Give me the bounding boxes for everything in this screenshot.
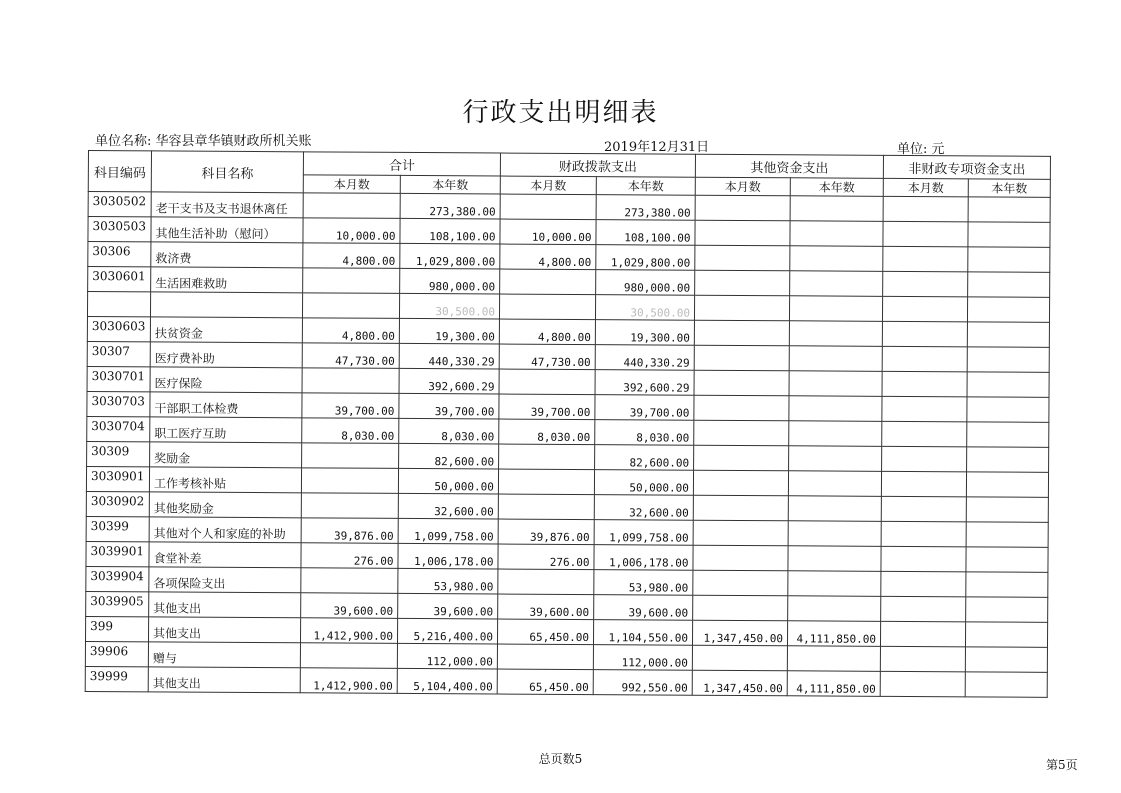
total-month-cell: 10,000.00 xyxy=(303,218,400,244)
total-year-cell: 5,104,400.00 xyxy=(397,668,497,694)
other-year-cell xyxy=(789,421,882,447)
nonfiscal-month-cell xyxy=(880,646,965,672)
total-year-cell: 392,600.29 xyxy=(399,368,499,394)
row-name-cell: 干部职工体检费 xyxy=(150,392,302,418)
nonfiscal-month-cell xyxy=(882,446,967,472)
nonfiscal-year-cell xyxy=(966,522,1048,548)
nonfiscal-year-cell xyxy=(968,247,1050,273)
total-month-cell xyxy=(302,293,399,319)
other-month-cell xyxy=(694,445,789,471)
nonfiscal-month-cell xyxy=(882,371,967,397)
nonfiscal-year-cell xyxy=(967,397,1049,423)
other-year-cell xyxy=(788,471,881,497)
nonfiscal-year-cell xyxy=(968,222,1050,248)
fiscal-month-cell xyxy=(498,494,594,520)
other-year-cell xyxy=(788,571,881,597)
fiscal-month-cell xyxy=(498,569,594,595)
total-month-cell: 276.00 xyxy=(301,543,398,569)
nonfiscal-year-cell xyxy=(967,422,1049,448)
nonfiscal-month-cell xyxy=(882,296,967,322)
nonfiscal-year-cell xyxy=(966,597,1048,623)
other-year-cell xyxy=(790,196,883,222)
other-month-cell xyxy=(693,545,788,571)
nonfiscal-month-cell xyxy=(880,621,965,647)
row-name-cell: 医疗费补助 xyxy=(150,342,302,368)
row-code-cell: 39999 xyxy=(85,666,148,691)
fiscal-year-cell: 82,600.00 xyxy=(595,445,694,471)
other-year-cell xyxy=(788,596,881,622)
currency-unit: 单位: 元 xyxy=(897,142,945,157)
other-month-cell xyxy=(693,495,788,521)
report-date: 2019年12月31日 xyxy=(604,140,710,155)
nonfiscal-year-cell xyxy=(966,572,1048,598)
total-year-cell: 1,099,758.00 xyxy=(398,518,498,544)
fiscal-year-cell: 112,000.00 xyxy=(593,645,692,671)
row-code-cell xyxy=(87,292,150,317)
fiscal-year-cell: 980,000.00 xyxy=(596,270,695,296)
other-year-cell xyxy=(789,346,882,372)
nonfiscal-month-cell xyxy=(883,221,968,247)
nonfiscal-year-cell xyxy=(965,647,1047,673)
row-name-cell: 赠与 xyxy=(148,642,300,668)
row-code-cell: 39906 xyxy=(85,641,148,666)
total-year-cell: 108,100.00 xyxy=(400,218,500,244)
total-month-cell: 1,412,900.00 xyxy=(300,618,397,644)
row-code-cell: 399 xyxy=(85,616,148,641)
row-code-cell: 3039905 xyxy=(86,591,149,616)
other-year-cell xyxy=(788,546,881,572)
header-month: 本月数 xyxy=(500,176,596,195)
header-month: 本月数 xyxy=(303,175,400,194)
fiscal-year-cell: 1,029,800.00 xyxy=(596,245,695,271)
fiscal-month-cell: 39,700.00 xyxy=(499,394,595,420)
other-year-cell xyxy=(787,646,880,672)
row-code-cell: 3030703 xyxy=(87,391,150,416)
fiscal-year-cell: 30,500.00 xyxy=(595,295,694,321)
row-code-cell: 3030503 xyxy=(88,217,151,242)
header-other: 其他资金支出 xyxy=(695,154,883,178)
fiscal-year-cell: 39,700.00 xyxy=(595,395,694,421)
fiscal-month-cell xyxy=(499,294,595,320)
other-month-cell xyxy=(695,220,790,246)
other-year-cell xyxy=(789,446,882,472)
row-name-cell: 工作考核补贴 xyxy=(149,467,301,493)
nonfiscal-month-cell xyxy=(883,271,968,297)
row-name-cell: 食堂补差 xyxy=(149,542,301,568)
total-month-cell: 47,730.00 xyxy=(302,343,399,369)
expense-table xyxy=(85,150,1051,698)
nonfiscal-year-cell xyxy=(965,622,1047,648)
total-year-cell: 273,380.00 xyxy=(400,193,500,219)
fiscal-month-cell xyxy=(499,444,595,470)
other-year-cell xyxy=(790,221,883,247)
header-total: 合计 xyxy=(303,152,500,176)
fiscal-month-cell: 4,800.00 xyxy=(500,244,596,270)
row-name-cell: 医疗保险 xyxy=(150,367,302,393)
unit-name: 单位名称: 华容县章华镇财政所机关账 xyxy=(95,134,312,149)
header-fiscal: 财政拨款支出 xyxy=(500,153,695,177)
fiscal-year-cell: 273,380.00 xyxy=(596,195,695,221)
other-month-cell xyxy=(695,270,790,296)
other-year-cell xyxy=(790,271,883,297)
total-pages: 总页数5 xyxy=(538,752,583,766)
row-name-cell: 其他生活补助（慰问） xyxy=(151,217,303,243)
table-row xyxy=(85,666,1047,697)
total-year-cell: 112,000.00 xyxy=(397,643,497,669)
nonfiscal-year-cell xyxy=(966,472,1048,498)
total-year-cell: 39,600.00 xyxy=(398,593,498,619)
total-month-cell: 39,700.00 xyxy=(302,393,399,419)
total-year-cell: 8,030.00 xyxy=(399,418,499,444)
fiscal-year-cell: 1,099,758.00 xyxy=(594,520,693,546)
fiscal-month-cell: 39,600.00 xyxy=(498,594,594,620)
row-code-cell: 3039901 xyxy=(86,541,149,566)
total-month-cell: 4,800.00 xyxy=(302,318,399,344)
other-month-cell xyxy=(694,320,789,346)
other-year-cell xyxy=(790,246,883,272)
nonfiscal-year-cell xyxy=(968,197,1050,223)
other-month-cell xyxy=(695,195,790,221)
total-month-cell: 8,030.00 xyxy=(302,418,399,444)
other-year-cell: 4,111,850.00 xyxy=(787,621,880,647)
total-year-cell: 19,300.00 xyxy=(399,318,499,344)
total-year-cell: 440,330.29 xyxy=(399,343,499,369)
page-number: 第5页 xyxy=(1046,758,1078,772)
row-name-cell: 生活困难救助 xyxy=(151,267,303,293)
other-month-cell xyxy=(694,345,789,371)
nonfiscal-month-cell xyxy=(882,421,967,447)
nonfiscal-month-cell xyxy=(880,671,965,697)
row-code-cell: 3030601 xyxy=(88,267,151,292)
total-month-cell xyxy=(303,193,400,219)
nonfiscal-year-cell xyxy=(967,322,1049,348)
fiscal-month-cell: 65,450.00 xyxy=(497,669,593,695)
other-month-cell: 1,347,450.00 xyxy=(692,620,787,646)
fiscal-year-cell: 8,030.00 xyxy=(595,420,694,446)
fiscal-year-cell: 1,006,178.00 xyxy=(594,545,693,571)
other-month-cell xyxy=(693,470,788,496)
total-year-cell: 82,600.00 xyxy=(399,443,499,469)
nonfiscal-month-cell xyxy=(881,571,966,597)
total-year-cell: 1,006,178.00 xyxy=(398,543,498,569)
fiscal-month-cell xyxy=(497,644,593,670)
nonfiscal-year-cell xyxy=(967,447,1049,473)
nonfiscal-year-cell xyxy=(965,672,1047,698)
header-year: 本年数 xyxy=(968,179,1050,198)
header-year: 本年数 xyxy=(400,175,500,194)
nonfiscal-year-cell xyxy=(967,297,1049,323)
row-name-cell: 其他支出 xyxy=(148,667,300,693)
nonfiscal-month-cell xyxy=(881,471,966,497)
other-year-cell xyxy=(789,321,882,347)
total-year-cell: 30,500.00 xyxy=(399,293,499,319)
fiscal-month-cell xyxy=(499,369,595,395)
nonfiscal-month-cell xyxy=(881,596,966,622)
fiscal-month-cell: 39,876.00 xyxy=(498,519,594,545)
fiscal-year-cell: 440,330.29 xyxy=(595,345,694,371)
nonfiscal-month-cell xyxy=(883,196,968,222)
other-month-cell xyxy=(694,370,789,396)
fiscal-month-cell: 47,730.00 xyxy=(499,344,595,370)
nonfiscal-year-cell xyxy=(967,372,1049,398)
fiscal-year-cell: 1,104,550.00 xyxy=(593,620,692,646)
other-year-cell xyxy=(788,496,881,522)
fiscal-month-cell: 65,450.00 xyxy=(497,619,593,645)
fiscal-month-cell: 4,800.00 xyxy=(499,319,595,345)
nonfiscal-year-cell xyxy=(967,347,1049,373)
fiscal-year-cell: 392,600.29 xyxy=(595,370,694,396)
fiscal-year-cell: 32,600.00 xyxy=(594,495,693,521)
row-code-cell: 3030704 xyxy=(87,416,150,441)
fiscal-month-cell: 10,000.00 xyxy=(500,219,596,245)
row-code-cell: 3030902 xyxy=(86,491,149,516)
fiscal-month-cell xyxy=(500,194,596,220)
total-year-cell: 39,700.00 xyxy=(399,393,499,419)
fiscal-month-cell: 8,030.00 xyxy=(499,419,595,445)
other-year-cell: 4,111,850.00 xyxy=(787,671,880,697)
total-month-cell xyxy=(301,468,398,494)
other-month-cell xyxy=(693,595,788,621)
row-name-cell: 各项保险支出 xyxy=(149,567,301,593)
nonfiscal-month-cell xyxy=(881,546,966,572)
other-month-cell xyxy=(694,395,789,421)
row-name-cell: 扶贫资金 xyxy=(150,317,302,343)
fiscal-year-cell: 39,600.00 xyxy=(594,595,693,621)
total-year-cell: 50,000.00 xyxy=(398,468,498,494)
total-month-cell xyxy=(302,368,399,394)
total-month-cell xyxy=(300,643,397,669)
other-month-cell: 1,347,450.00 xyxy=(692,670,787,696)
other-month-cell xyxy=(692,645,787,671)
header-month: 本月数 xyxy=(883,178,968,197)
other-year-cell xyxy=(789,371,882,397)
row-name-cell: 奖励金 xyxy=(150,442,302,468)
total-month-cell xyxy=(301,568,398,594)
row-name-cell xyxy=(150,292,302,318)
nonfiscal-year-cell xyxy=(966,497,1048,523)
nonfiscal-year-cell xyxy=(966,547,1048,573)
row-name-cell: 救济费 xyxy=(151,242,303,268)
nonfiscal-month-cell xyxy=(883,246,968,272)
header-name: 科目名称 xyxy=(151,151,303,193)
nonfiscal-month-cell xyxy=(882,321,967,347)
other-year-cell xyxy=(789,396,882,422)
other-year-cell xyxy=(789,296,882,322)
fiscal-year-cell: 992,550.00 xyxy=(593,670,692,696)
total-month-cell: 39,600.00 xyxy=(301,593,398,619)
fiscal-month-cell xyxy=(500,269,596,295)
row-code-cell: 3030701 xyxy=(87,366,150,391)
total-month-cell: 1,412,900.00 xyxy=(300,668,397,694)
other-month-cell xyxy=(693,570,788,596)
nonfiscal-month-cell xyxy=(881,496,966,522)
header-code: 科目编码 xyxy=(88,151,151,192)
row-name-cell: 职工医疗互助 xyxy=(150,417,302,443)
other-month-cell xyxy=(695,245,790,271)
row-code-cell: 3030603 xyxy=(87,316,150,341)
other-month-cell xyxy=(694,420,789,446)
fiscal-year-cell: 108,100.00 xyxy=(596,220,695,246)
total-year-cell: 53,980.00 xyxy=(398,568,498,594)
fiscal-year-cell: 53,980.00 xyxy=(594,570,693,596)
nonfiscal-month-cell xyxy=(882,396,967,422)
row-code-cell: 30309 xyxy=(87,441,150,466)
total-month-cell: 4,800.00 xyxy=(303,243,400,269)
header-year: 本年数 xyxy=(790,178,883,197)
fiscal-year-cell: 50,000.00 xyxy=(594,470,693,496)
row-code-cell: 30306 xyxy=(88,242,151,267)
row-code-cell: 3030502 xyxy=(88,192,151,217)
total-year-cell: 32,600.00 xyxy=(398,493,498,519)
row-code-cell: 3030901 xyxy=(86,466,149,491)
header-nonfiscal: 非财政专项资金支出 xyxy=(883,155,1050,179)
total-year-cell: 1,029,800.00 xyxy=(400,243,500,269)
other-month-cell xyxy=(694,295,789,321)
header-month: 本月数 xyxy=(695,177,790,196)
total-month-cell xyxy=(303,268,400,294)
nonfiscal-month-cell xyxy=(881,521,966,547)
total-month-cell xyxy=(302,443,399,469)
fiscal-month-cell: 276.00 xyxy=(498,544,594,570)
row-name-cell: 其他奖励金 xyxy=(149,492,301,518)
row-code-cell: 3039904 xyxy=(86,566,149,591)
row-code-cell: 30307 xyxy=(87,341,150,366)
fiscal-year-cell: 19,300.00 xyxy=(595,320,694,346)
total-year-cell: 5,216,400.00 xyxy=(397,618,497,644)
row-name-cell: 其他支出 xyxy=(149,592,301,618)
header-year: 本年数 xyxy=(596,177,695,196)
total-year-cell: 980,000.00 xyxy=(400,268,500,294)
other-month-cell xyxy=(693,520,788,546)
total-month-cell: 39,876.00 xyxy=(301,518,398,544)
page-title: 行政支出明细表 xyxy=(462,98,659,128)
total-month-cell xyxy=(301,493,398,519)
row-name-cell: 老干支书及支书退休离任 xyxy=(151,192,303,218)
nonfiscal-month-cell xyxy=(882,346,967,372)
row-code-cell: 30399 xyxy=(86,516,149,541)
row-name-cell: 其他支出 xyxy=(148,617,300,643)
other-year-cell xyxy=(788,521,881,547)
fiscal-month-cell xyxy=(498,469,594,495)
nonfiscal-year-cell xyxy=(968,272,1050,298)
row-name-cell: 其他对个人和家庭的补助 xyxy=(149,517,301,543)
